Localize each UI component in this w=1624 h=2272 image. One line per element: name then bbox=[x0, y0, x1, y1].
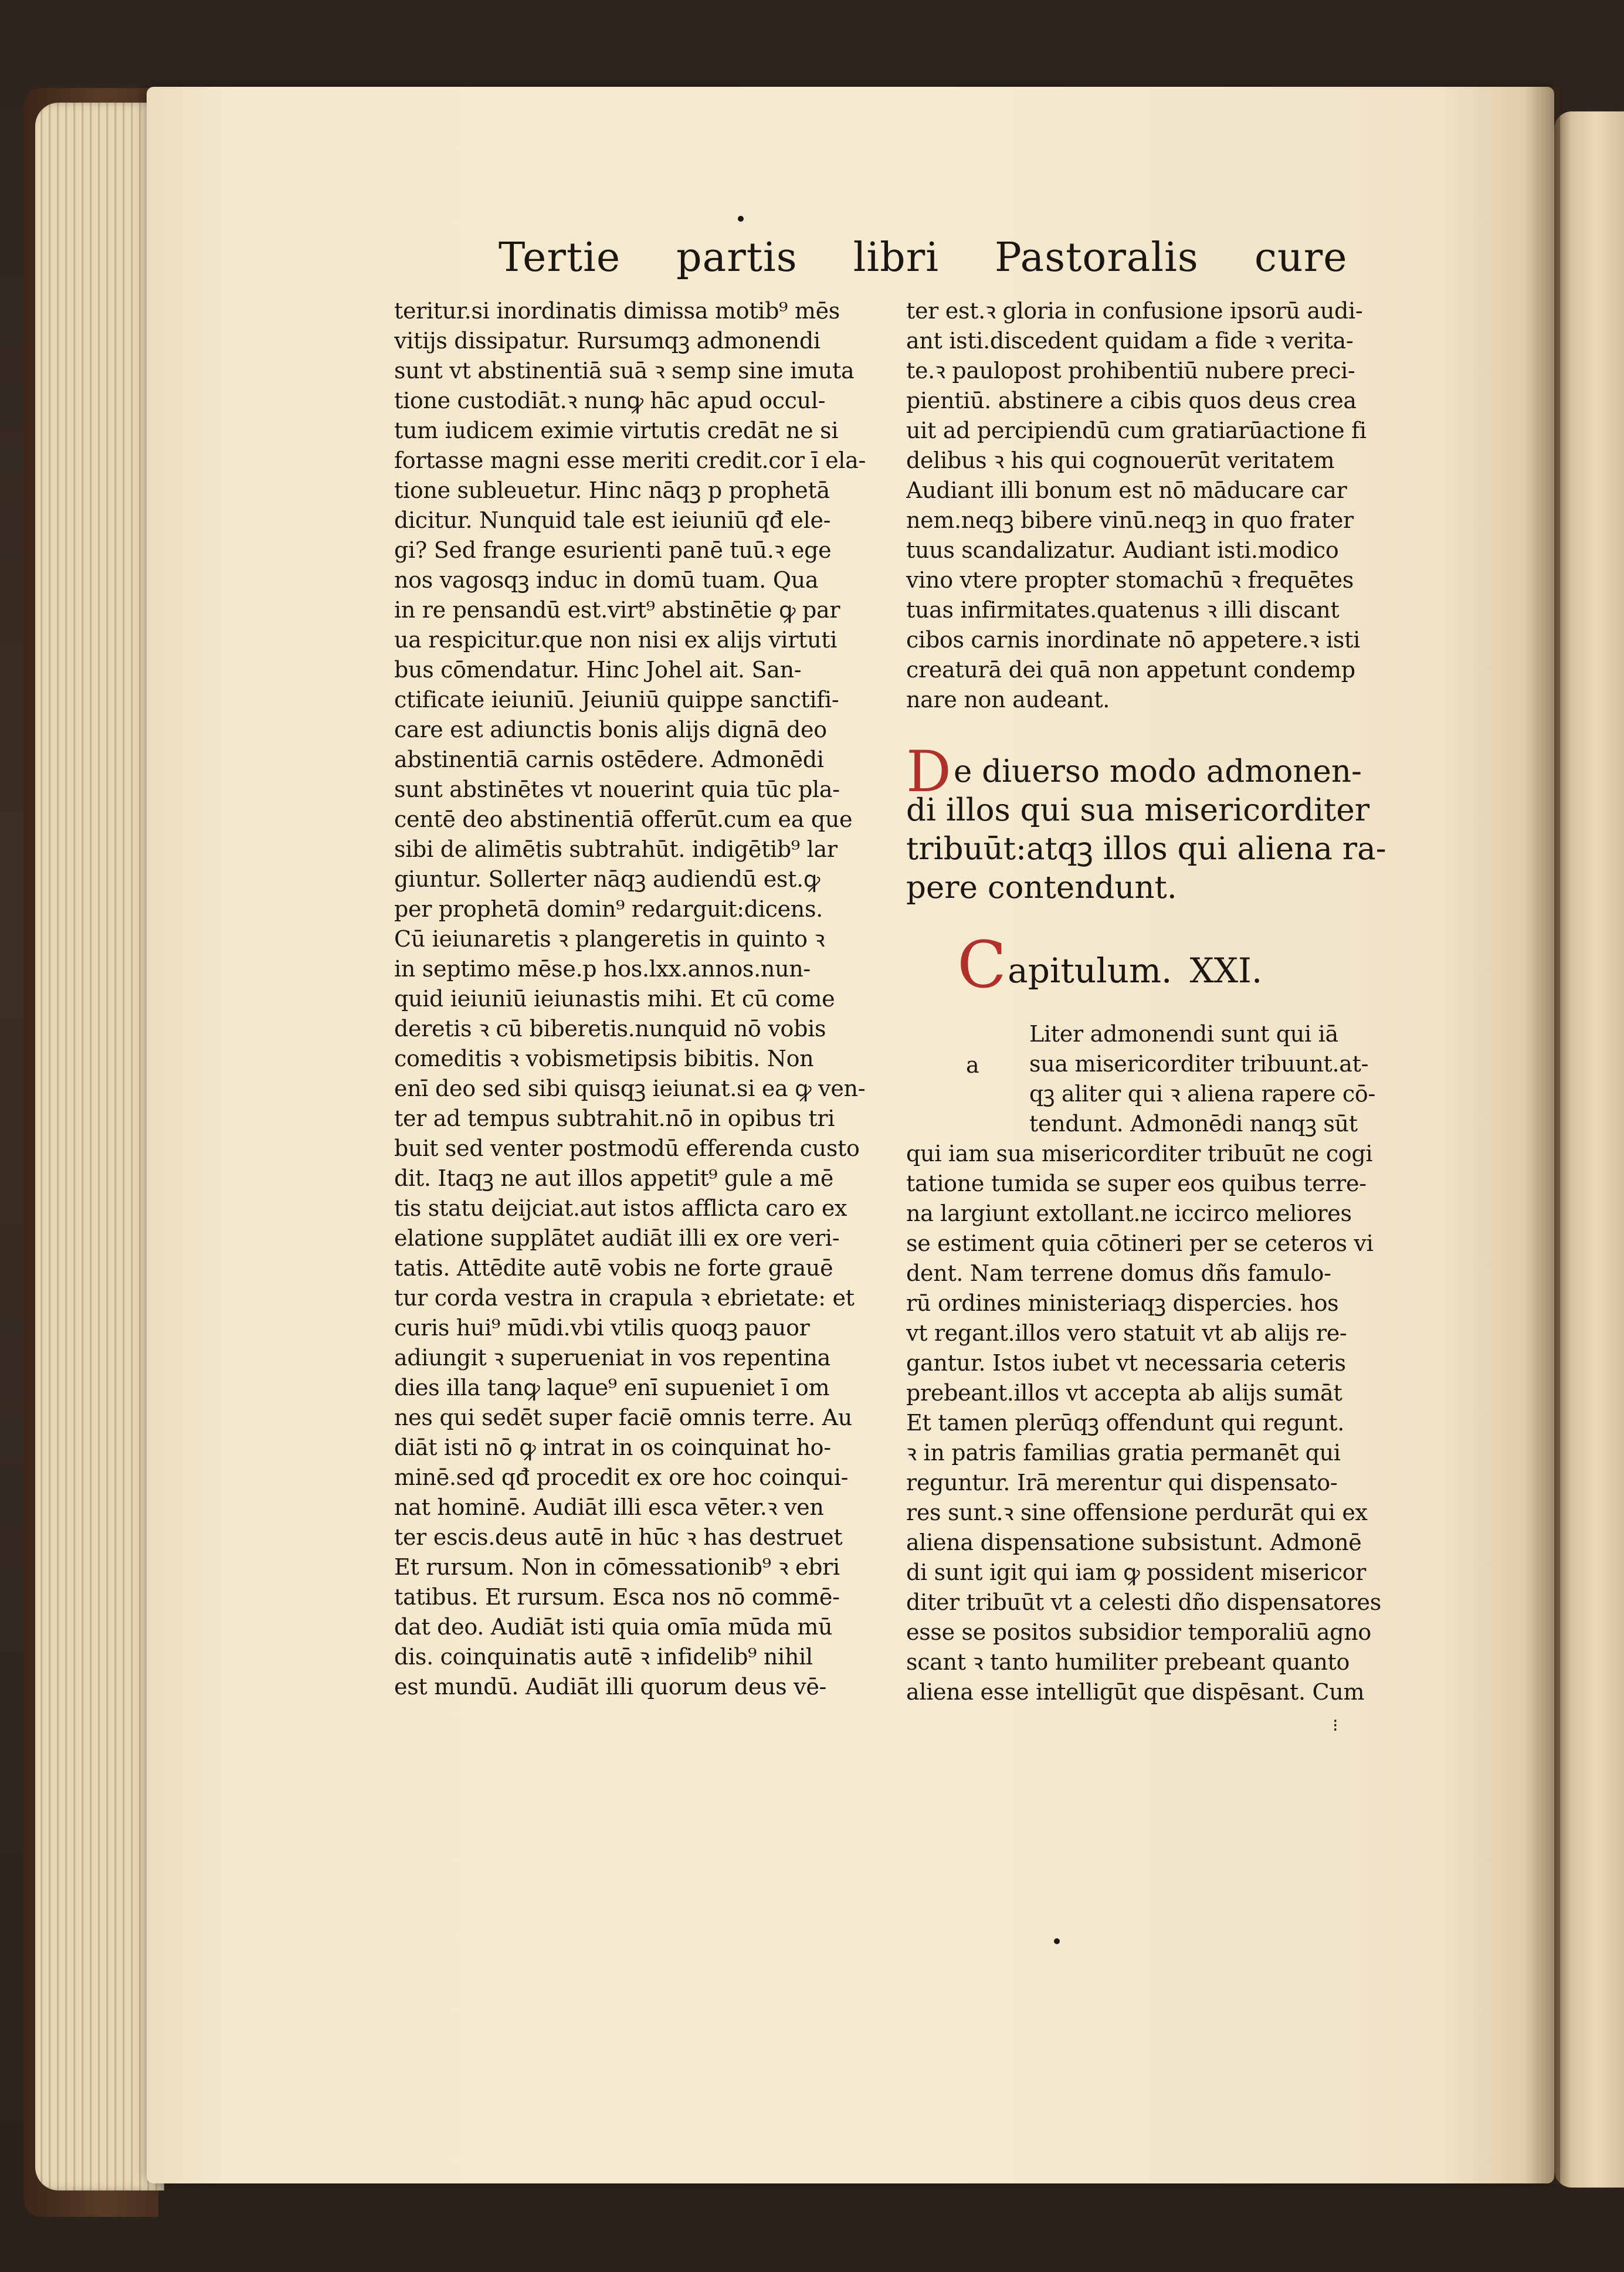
text-line: delibus ꝛ his qui cognouerūt veritatem bbox=[906, 447, 1335, 473]
text-line: nem.neqꝫ bibere vinū.neqꝫ in quo frater bbox=[906, 507, 1354, 533]
text-line: tendunt. Admonēdi nanqꝫ sūt bbox=[1029, 1111, 1358, 1137]
text-line: dent. Nam terrene domus dñs famulo- bbox=[906, 1260, 1331, 1286]
right-text-column-top bbox=[906, 296, 1393, 715]
text-line: curis hui⁹ mūdi.vbi vtilis quoqꝫ pauor bbox=[394, 1315, 810, 1341]
text-line: nos vagosqꝫ induc in domū tuam. Qua bbox=[394, 567, 819, 593]
text-line: pientiū. abstinere a cibis quos deus crea bbox=[906, 388, 1357, 413]
running-head-word: Pastoralis bbox=[994, 235, 1199, 281]
text-line: tum iudicem eximie virtutis credāt ne si bbox=[394, 418, 839, 443]
running-head-word: cure bbox=[1254, 235, 1348, 281]
text-line: nat hominē. Audiāt illi esca vēter.ꝛ ven bbox=[394, 1494, 824, 1520]
ink-dot bbox=[738, 216, 744, 222]
text-line: Liter admonendi sunt qui iā bbox=[1029, 1021, 1338, 1047]
text-line: per prophetā domin⁹ redarguit:dicens. bbox=[394, 896, 823, 922]
heading-line: tribuūt:atqꝫ illos qui aliena ra- bbox=[906, 831, 1386, 867]
section-heading bbox=[906, 739, 1393, 907]
signature-mark: a bbox=[966, 1052, 979, 1078]
facing-page-edge bbox=[1554, 111, 1624, 2188]
text-line: dis. coinquinatis autē ꝛ infidelib⁹ nihil bbox=[394, 1644, 813, 1670]
text-line: scant ꝛ tanto humiliter prebeant quanto bbox=[906, 1649, 1350, 1675]
rubric-initial-d: D bbox=[906, 739, 951, 805]
right-text-column-body bbox=[906, 1019, 1393, 1707]
heading-line: De diuerso modo admonen- bbox=[906, 739, 1362, 805]
text-line: ant isti.discedent quidam a fide ꝛ verita- bbox=[906, 328, 1354, 354]
text-line: gi? Sed frange esurienti panē tuū.ꝛ ege bbox=[394, 537, 832, 563]
text-line: tione custodiāt.ꝛ nunꝙ hāc apud occul- bbox=[394, 388, 826, 413]
text-line: vt regant.illos vero statuit vt ab alijs re- bbox=[906, 1320, 1347, 1346]
text-line: ua respicitur.que non nisi ex alijs virtuti bbox=[394, 627, 838, 653]
text-line: te.ꝛ paulopost prohibentiū nubere preci- bbox=[906, 358, 1355, 384]
text-line: care est adiunctis bonis alijs dignā deo bbox=[394, 717, 827, 742]
text-line: rū ordines ministeriaqꝫ dispercies. hos bbox=[906, 1290, 1339, 1316]
text-line: aliena dispensatione subsistunt. Admonē bbox=[906, 1530, 1362, 1555]
text-line: tur corda vestra in crapula ꝛ ebrietate: et bbox=[394, 1285, 855, 1311]
running-head-word: partis bbox=[676, 235, 798, 281]
text-line: diter tribuūt vt a celesti dño dispensatores bbox=[906, 1589, 1381, 1615]
heading-line: di illos qui sua misericorditer bbox=[906, 792, 1370, 828]
text-line: sunt abstinētes vt nouerint quia tūc pla- bbox=[394, 776, 840, 802]
text-line: reguntur. Irā merentur qui dispensato- bbox=[906, 1470, 1338, 1496]
text-line: se estiment quia cōtineri per se ceteros vi bbox=[906, 1230, 1374, 1256]
text-line: elatione supplātet audiāt illi ex ore veri- bbox=[394, 1225, 840, 1251]
chapter-label: apitulum. bbox=[1008, 951, 1172, 991]
text-line: tuas infirmitates.quatenus ꝛ illi discant bbox=[906, 597, 1340, 623]
heading-line: pere contendunt. bbox=[906, 870, 1177, 906]
text-line: deretis ꝛ cū biberetis.nunquid nō vobis bbox=[394, 1016, 826, 1042]
text-line: ter escis.deus autē in hūc ꝛ has destruet bbox=[394, 1524, 843, 1550]
text-line: est mundū. Audiāt illi quorum deus vē- bbox=[394, 1674, 827, 1700]
text-line: adiungit ꝛ superueniat in vos repentina bbox=[394, 1345, 830, 1371]
text-line: enī deo sed sibi quisqꝫ ieiunat.si ea ꝙ ven- bbox=[394, 1076, 866, 1101]
text-line: nare non audeant. bbox=[906, 687, 1110, 713]
left-text-column bbox=[394, 296, 875, 1702]
text-line: tatione tumida se super eos quibus terre- bbox=[906, 1171, 1367, 1196]
text-line: sunt vt abstinentiā suā ꝛ semp sine imuta bbox=[394, 358, 855, 384]
text-line: tuus scandalizatur. Audiant isti.modico bbox=[906, 537, 1339, 563]
text-line: abstinentiā carnis ostēdere. Admonēdi bbox=[394, 747, 824, 772]
text-line: comeditis ꝛ vobismetipsis bibitis. Non bbox=[394, 1046, 814, 1071]
text-line: quid ieiuniū ieiunastis mihi. Et cū come bbox=[394, 986, 835, 1012]
rubric-initial-c: C bbox=[957, 927, 1007, 1002]
text-line: cibos carnis inordinate nō appetere.ꝛ isti bbox=[906, 627, 1360, 653]
text-line: gantur. Istos iubet vt necessaria ceteris bbox=[906, 1350, 1346, 1376]
text-line: sibi de alimētis subtrahūt. indigētib⁹ lar bbox=[394, 836, 838, 862]
text-line: vino vtere propter stomachū ꝛ frequētes bbox=[906, 567, 1354, 593]
text-line: Audiant illi bonum est nō māducare car bbox=[906, 477, 1347, 503]
page-edges-stack bbox=[35, 103, 164, 2190]
text-line: minē.sed qđ procedit ex ore hoc coinqui- bbox=[394, 1464, 849, 1490]
text-line: dat deo. Audiāt isti quia omīa mūda mū bbox=[394, 1614, 833, 1640]
running-head-word: Tertie bbox=[499, 235, 621, 281]
text-line: Et rursum. Non in cōmessationib⁹ ꝛ ebri bbox=[394, 1554, 840, 1580]
text-line: centē deo abstinentiā offerūt.cum ea que bbox=[394, 806, 853, 832]
ink-dot bbox=[1054, 1938, 1060, 1944]
text-line: in re pensandū est.virt⁹ abstinētie ꝙ par bbox=[394, 597, 840, 623]
text-line: ctificate ieiuniū. Jeiuniū quippe sanctifi- bbox=[394, 687, 839, 713]
text-line: diāt isti nō ꝙ intrat in os coinquinat ho- bbox=[394, 1435, 831, 1460]
text-line: dies illa tanꝙ laque⁹ enī supueniet ī om bbox=[394, 1375, 830, 1400]
running-head-word: libri bbox=[853, 235, 939, 281]
text-line: qꝫ aliter qui ꝛ aliena rapere cō- bbox=[1029, 1081, 1376, 1107]
text-line: ter ad tempus subtrahit.nō in opibus tri bbox=[394, 1106, 835, 1131]
text-line: res sunt.ꝛ sine offensione perdurāt qui ex bbox=[906, 1500, 1368, 1525]
text-line: na largiunt extollant.ne iccirco meliores bbox=[906, 1201, 1352, 1226]
text-line: ter est.ꝛ gloria in confusione ipsorū audi- bbox=[906, 298, 1363, 324]
text-line: nes qui sedēt super faciē omnis terre. Au bbox=[394, 1405, 852, 1430]
text-line: fortasse magni esse meriti credit.cor ī ela- bbox=[394, 447, 866, 473]
text-line: qui iam sua misericorditer tribuūt ne cogi bbox=[906, 1141, 1373, 1166]
text-line: tatibus. Et rursum. Esca nos nō commē- bbox=[394, 1584, 840, 1610]
text-line: giuntur. Sollerter nāqꝫ audiendū est.ꝙ bbox=[394, 866, 821, 892]
text-line: di sunt igit qui iam ꝙ possident misericor bbox=[906, 1559, 1367, 1585]
text-line: prebeant.illos vt accepta ab alijs sumāt bbox=[906, 1380, 1342, 1406]
catchword: ⁝ bbox=[1333, 1715, 1338, 1736]
text-line: buit sed venter postmodū efferenda custo bbox=[394, 1135, 860, 1161]
text-line: sua misericorditer tribuunt.at- bbox=[1029, 1051, 1369, 1077]
running-head bbox=[499, 226, 1348, 290]
text-line: tione subleuetur. Hinc nāqꝫ p prophetā bbox=[394, 477, 830, 503]
text-line: esse se positos subsidior temporaliū agno bbox=[906, 1619, 1371, 1645]
text-line: dit. Itaqꝫ ne aut illos appetit⁹ gule a mē bbox=[394, 1165, 834, 1191]
text-line: Et tamen plerūqꝫ offendunt qui regunt. bbox=[906, 1410, 1345, 1436]
text-line: in septimo mēse.p hos.lxx.annos.nun- bbox=[394, 956, 811, 982]
text-line: ꝛ in patris familias gratia permanēt qui bbox=[906, 1440, 1341, 1466]
text-line: Cū ieiunaretis ꝛ plangeretis in quinto ꝛ bbox=[394, 926, 825, 952]
text-line: tis statu deijciat.aut istos afflicta caro ex bbox=[394, 1195, 847, 1221]
chapter-number: XXI. bbox=[1189, 951, 1263, 991]
text-line: creaturā dei quā non appetunt condemp bbox=[906, 657, 1355, 683]
chapter-title bbox=[957, 927, 1368, 1003]
text-line: vitijs dissipatur. Rursumqꝫ admonendi bbox=[394, 328, 821, 354]
text-line: aliena esse intelligūt que dispēsant. Cum bbox=[906, 1679, 1365, 1705]
text-line: teritur.si inordinatis dimissa motib⁹ mēs bbox=[394, 298, 840, 324]
page-gutter-shadow bbox=[1525, 87, 1560, 2183]
text-line: tatis. Attēdite autē vobis ne forte grauē bbox=[394, 1255, 833, 1281]
text-line: dicitur. Nunquid tale est ieiuniū qđ ele- bbox=[394, 507, 831, 533]
text-line: bus cōmendatur. Hinc Johel ait. San- bbox=[394, 657, 802, 683]
text-line: uit ad percipiendū cum gratiarūactione fi bbox=[906, 418, 1367, 443]
